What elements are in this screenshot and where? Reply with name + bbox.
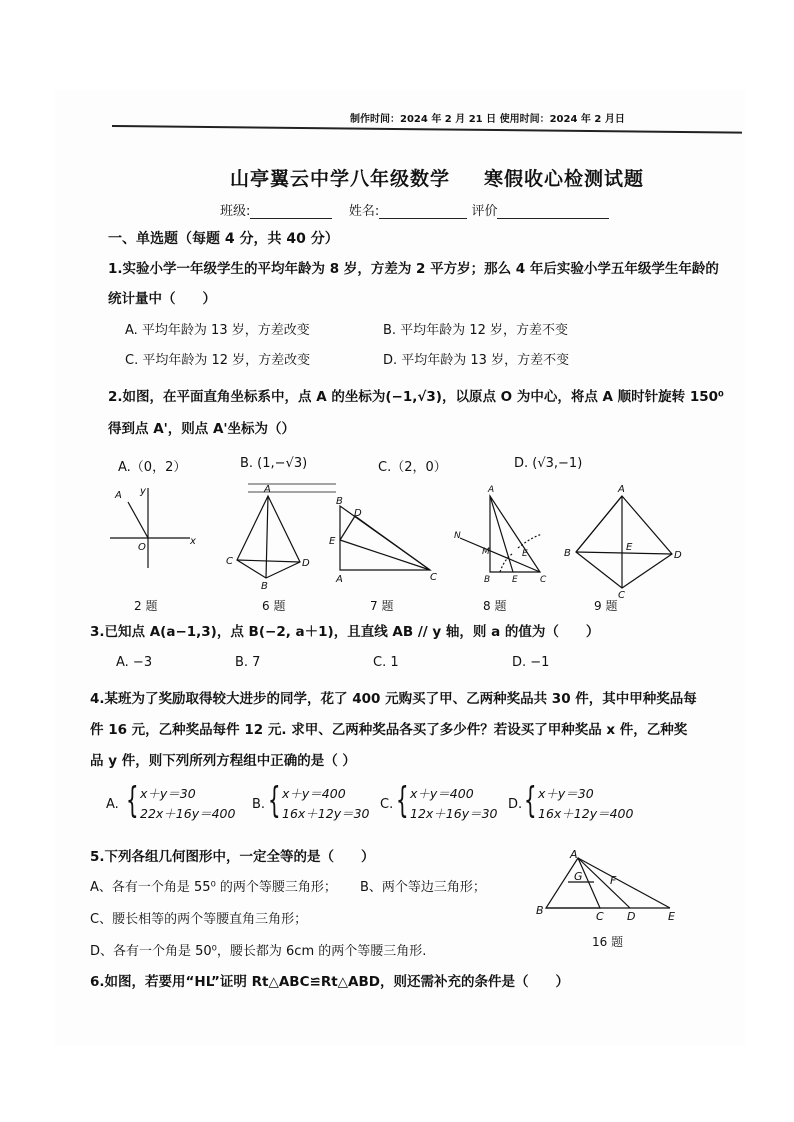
q3-option-c: C. 1 [373, 655, 399, 670]
q4-a-eq2: 22x＋16y＝400 [140, 806, 236, 821]
svg-text:B: B [261, 581, 268, 592]
svg-text:C: C [226, 556, 233, 567]
q4-option-c-label: C. [380, 797, 394, 812]
section-heading: 一、单选题（每题 4 分，共 40 分） [108, 231, 339, 247]
svg-text:M: M [482, 547, 490, 557]
svg-text:x: x [190, 536, 196, 547]
svg-text:D: D [627, 910, 636, 923]
q4-option-d-label: D. [508, 797, 523, 812]
svg-text:C: C [618, 590, 625, 601]
svg-text:D: D [674, 550, 682, 561]
figures-row [100, 478, 700, 603]
svg-text:A: A [115, 490, 122, 501]
svg-text:F: F [610, 874, 617, 887]
q3-option-a: A. −3 [116, 655, 153, 670]
q2-stem-line2: 得到点 A'，则点 A'坐标为（） [108, 421, 296, 437]
q1-option-b: B. 平均年龄为 12 岁，方差不变 [383, 323, 568, 338]
q4-c-brace: { [396, 780, 409, 821]
caption-fig2: 2 题 [134, 599, 158, 613]
figure-6-kite [237, 484, 336, 578]
svg-text:O: O [138, 542, 146, 553]
svg-text:N: N [454, 531, 461, 541]
q2-option-d: D. (√3,−1) [514, 456, 583, 471]
q5-option-d: D、各有一个角是 50⁰，腰长都为 6cm 的两个等腰三角形. [90, 944, 427, 959]
q1-stem-line1: 1.实验小学一年级学生的平均年龄为 8 岁，方差为 2 平方岁；那么 4 年后实验小学五年级学生年龄的 [108, 261, 719, 277]
svg-text:C: C [540, 575, 547, 585]
figure-16-triangles [530, 846, 690, 926]
svg-text:C: C [430, 572, 437, 583]
q2-option-b: B. (1,−√3) [240, 456, 308, 471]
caption-fig8: 8 题 [483, 599, 507, 613]
q3-option-b: B. 7 [235, 655, 261, 670]
header-meta: 制作时间：2024 年 2 月 21 日 使用时间：2024 年 2 月日 [350, 114, 625, 125]
name-field[interactable] [379, 218, 467, 219]
q4-c-eq2: 12x＋16y＝30 [410, 806, 498, 821]
class-label: 班级: [220, 204, 251, 219]
svg-text:E: E [512, 575, 518, 585]
svg-text:A: A [488, 485, 495, 495]
caption-fig6: 6 题 [262, 599, 286, 613]
svg-text:y: y [140, 486, 146, 497]
q4-d-brace: { [524, 780, 537, 821]
svg-text:B: B [564, 548, 571, 559]
svg-text:E: E [329, 536, 336, 547]
name-label: 姓名: [348, 204, 380, 219]
figure-9-quadrilateral [576, 496, 672, 588]
grade-field[interactable] [497, 218, 609, 219]
q5-stem: 5.下列各组几何图形中，一定全等的是（ ） [90, 849, 375, 865]
caption-fig9: 9 题 [594, 599, 618, 613]
q4-option-d-system [538, 784, 633, 824]
q4-option-a-label: A. [106, 797, 119, 812]
svg-text:E: E [626, 542, 633, 553]
svg-text:A: A [336, 574, 343, 585]
svg-text:B: B [336, 496, 343, 507]
q5-option-c: C、腰长相等的两个等腰直角三角形； [90, 912, 308, 927]
class-field[interactable] [250, 218, 332, 219]
svg-text:G: G [574, 870, 583, 883]
title-school: 山亭翼云中学八年级数学 [230, 168, 451, 190]
grade-label: 评价 [471, 204, 498, 219]
q6-stem: 6.如图，若要用“HL”证明 Rt△ABC≌Rt△ABD，则还需补充的条件是（ ） [90, 974, 569, 990]
svg-text:B: B [484, 575, 491, 585]
q2-option-a: A.（0，2） [118, 460, 187, 475]
q3-stem: 3.已知点 A(a−1,3)，点 B(−2, a＋1)，且直线 AB // y 轴，则 a 的值为（ ） [90, 624, 600, 640]
svg-text:C: C [596, 910, 604, 923]
q2-stem-line1: 2.如图，在平面直角坐标系中，点 A 的坐标为(−1,√3)，以原点 O 为中心，将点 A 顺时针旋转 150⁰ [108, 389, 724, 405]
q4-option-b-system [282, 784, 370, 824]
q4-stem-line2: 件 16 元，乙种奖品每件 12 元. 求甲、乙两种奖品各买了多少件？若设买了甲种奖品 x 件，乙种奖 [90, 722, 688, 738]
q1-option-a: A. 平均年龄为 13 岁，方差改变 [125, 323, 310, 338]
q4-d-eq2: 16x＋12y＝400 [538, 806, 634, 821]
svg-text:A: A [264, 484, 271, 495]
svg-text:A: A [618, 484, 625, 495]
svg-text:D: D [354, 508, 362, 519]
q4-stem-line1: 4.某班为了奖励取得较大进步的同学，花了 400 元购买了甲、乙两种奖品共 30 件，其中甲种奖品每 [90, 691, 697, 707]
q4-b-eq2: 16x＋12y＝30 [282, 806, 370, 821]
q4-stem-line3: 品 y 件，则下列所列方程组中正确的是（ ） [90, 753, 356, 769]
q4-a-brace: { [126, 780, 139, 821]
q4-option-a-system [140, 784, 235, 824]
q4-b-brace: { [268, 780, 281, 821]
q4-d-eq1: x＋y＝30 [538, 786, 594, 801]
q4-a-eq1: x＋y＝30 [140, 786, 196, 801]
q5-option-a: A、各有一个角是 55⁰ 的两个等腰三角形； [90, 880, 337, 895]
figure-8-triangle [460, 496, 542, 572]
student-info-row [220, 200, 609, 219]
q1-option-c: C. 平均年龄为 12 岁，方差改变 [125, 353, 311, 368]
svg-text:A: A [570, 848, 578, 861]
q2-option-c: C.（2，0） [378, 460, 447, 475]
q4-option-c-system [410, 784, 498, 824]
q1-option-d: D. 平均年龄为 13 岁，方差不变 [383, 353, 570, 368]
q4-c-eq1: x＋y＝400 [410, 786, 474, 801]
q3-option-d: D. −1 [512, 655, 550, 670]
q5-option-b: B、两个等边三角形； [360, 880, 486, 895]
title-exam: 寒假收心检测试题 [484, 168, 645, 190]
svg-text:E: E [522, 549, 528, 559]
page-title [230, 164, 644, 191]
q1-stem-line2: 统计量中（ ） [108, 291, 216, 307]
q4-b-eq1: x＋y＝400 [282, 786, 346, 801]
figure-2-axes [110, 488, 190, 568]
caption-fig16: 16 题 [592, 935, 624, 949]
q4-option-b-label: B. [252, 797, 266, 812]
caption-fig7: 7 题 [370, 599, 394, 613]
svg-text:D: D [302, 558, 310, 569]
svg-text:B: B [536, 904, 544, 917]
svg-text:E: E [668, 910, 675, 923]
